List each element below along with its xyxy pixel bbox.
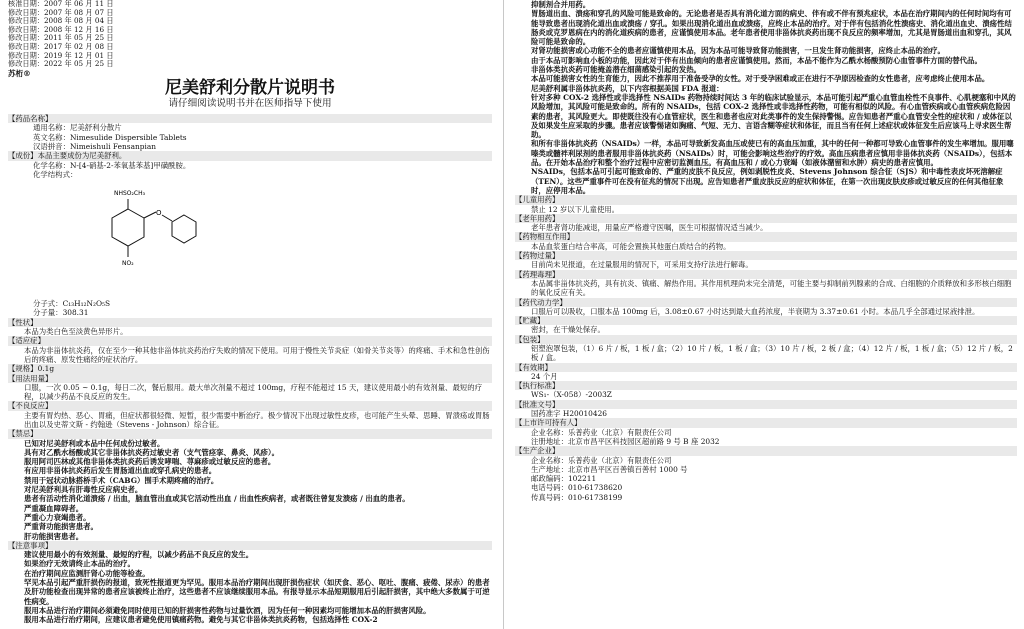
- precaution-item: 本品可能损害女性的生育能力，因此不推荐用于准备受孕的女性。对于受孕困难或正在进行不孕原因检查的女性患者，应考虑终止使用本品。: [531, 74, 990, 84]
- precautions-continued: [515, 0, 1017, 195]
- revision-date-line: 修改日期：2008 年 12 月 16 日: [8, 24, 114, 34]
- precaution-item: 抑制剂合并用药。: [531, 0, 591, 9]
- section-heading-appearance: 【性状】: [8, 318, 492, 327]
- contraindication-item: 具有对乙酰水杨酸或其它非甾体抗炎药过敏史者（支气管痉挛、鼻炎、风疹）。: [24, 447, 279, 457]
- appearance-text: 本品为类白色至淡黄色异形片。: [24, 327, 128, 337]
- mah-line: 企业名称：乐普药业（北京）有限责任公司: [531, 427, 672, 437]
- precaution-item: 尼美舒利属非甾体抗炎药，以下内容根据美国 FDA 报道：: [531, 83, 724, 93]
- contraindication-item: 严重凝血障碍者。: [24, 503, 84, 513]
- page-divider: [503, 0, 504, 629]
- children-text: 禁止 12 岁以下儿童使用。: [531, 204, 620, 214]
- precaution-item: 非甾体类抗炎药可能掩盖潜在细菌感染引起的发热。: [531, 65, 701, 75]
- section-heading-manufacturer: 【生产企业】: [515, 446, 1017, 455]
- structure-group-bottom: NO₂: [122, 260, 134, 268]
- right-page: [515, 0, 1017, 629]
- contraindication-item: 已知对尼美舒利或本品中任何成份过敏者。: [24, 438, 165, 448]
- mah-lines: [515, 428, 1017, 447]
- section-heading-drug-name: 【药品名称】: [8, 114, 492, 123]
- drug-name-lines: [8, 123, 492, 151]
- contraindication-item: 服用阿司匹林或其他非甾体类抗炎药后诱发哮喘、荨麻疹或过敏反应的患者。: [24, 457, 276, 467]
- contraindication-item: 严重肾功能损害患者。: [24, 522, 98, 532]
- storage-text: 密封，在干燥处保存。: [531, 325, 605, 335]
- section-heading-dosage: 【用法用量】: [8, 374, 492, 383]
- precaution-item: 建议使用最小的有效剂量、最短的疗程，以减少药品不良反应的发生。: [24, 550, 254, 560]
- precaution-item: NSAIDs，包括本品可引起可能致命的、严重的皮肤不良反应，例如剥脱性皮炎、Stevens Johnson 综合征（SJS）和中毒性表皮坏死溶解症（TEN）。这些严重事件可在没有征兆的情况下出现。应告知患者严重皮肤反应的症状和体征，在第一次出现皮肤皮疹或过敏反应的任何其他征象时，应停用本品。: [531, 167, 1004, 195]
- manufacturer-line: 电话号码：010-61738620: [531, 483, 623, 493]
- contraindication-item: 禁用于冠状动脉搭桥手术（CABG）围手术期疼痛的治疗。: [24, 475, 219, 485]
- contraindication-item: 严重心力衰竭患者。: [24, 512, 91, 522]
- manufacturer-line: 邮政编码：102211: [531, 474, 597, 484]
- drug-name-line: 通用名称：尼美舒利分散片: [33, 123, 122, 133]
- contraindication-item: 有应用非甾体抗炎药后发生胃肠道出血或穿孔病史的患者。: [24, 466, 217, 476]
- spec-text: 0.1g: [37, 364, 55, 374]
- section-heading-interaction: 【药物相互作用】: [515, 232, 1017, 241]
- contraindication-item: 患者有活动性消化道溃疡 / 出血，脑血管出血或其它活动性出血 / 出血性疾病者，或者既往曾复发溃疡 / 出血的患者。: [24, 494, 410, 504]
- precaution-item: 针对多种 COX-2 选择性或非选择性 NSAIDs 药物持续时间达 3 年的临床试验显示，本品可能引起严重心血管血栓性不良事件、心肌梗塞和中风的风险增加，其风险可能是致命的。所有的 NSAIDs，包括 COX-2 选择性或非选择性药物，可能有相似的风险。有心血管疾病或心血管疾病危险因素的患者，其风险更大。即使既往没有心血管症状，医生和患者也应对此类事件的发生保持警惕。应告知患者严重心血管安全性的症状和 / 或体征以及如果发生应采取的步骤。患者应该警惕诸如胸痛、气短、无力、言语含糊等症状和体征，而且当有任何上述症状或体征发生后应该马上寻求医生帮助。: [531, 92, 1016, 140]
- revision-date-line: 修改日期：2019 年 12 月 01 日: [8, 50, 114, 60]
- manufacturer-line: 企业名称：乐普药业（北京）有限责任公司: [531, 455, 672, 465]
- molecular-weight: 分子量：308.31: [33, 308, 89, 318]
- precaution-item: 服用本品进行治疗期间，应建议患者避免使用镇痛药物。避免与其它非甾体类抗炎药物，包括选择性 COX-2: [24, 615, 378, 625]
- left-page: [8, 0, 492, 629]
- revision-date-line: 核准日期：2007 年 06 月 11 日: [8, 0, 114, 8]
- pharmacokinetics-text: 口服后可以吸收，口服本品 100mg 后，3.08±0.67 小时达到最大血药浓度，半衰期为 3.37±0.61 小时。本品几乎全部通过尿液排泄。: [531, 306, 980, 316]
- section-heading-spec: 【规格】: [8, 364, 38, 374]
- revision-date-line: 修改日期：2022 年 05 月 25 日: [8, 59, 114, 69]
- revision-date-line: 修改日期：2008 年 08 月 04 日: [8, 16, 114, 26]
- chemical-name: 化学名称：N-[4-硝基-2-苯氧基苯基]甲磺酰胺。: [33, 160, 191, 170]
- section-composition: [8, 151, 492, 160]
- precaution-item: 胃肠道出血、溃疡和穿孔的风险可能是致命的。无论患者是否具有消化道方面的病史、伴有或不伴有预兆症状，本品在治疗期间内的任何时间均有可能导致患者出现消化道出血或溃疡 / 穿孔。如果出现消化道出血或溃疡，应终止本品的治疗。对于伴有包括消化性溃疡史、消化道出血史、溃疡性结肠炎或克罗恩病在内的消化道疾病的患者，应谨慎使用本品。老年患者使用非甾体抗炎药出现不良反应的频率增加，尤其是胃肠道出血和穿孔，其风险可能是致命的。: [531, 9, 1012, 47]
- section-heading-pharmacokinetics: 【药代动力学】: [515, 298, 1017, 307]
- structure-label: 化学结构式：: [33, 169, 78, 179]
- manufacturer-line: 生产地址：北京市昌平区百善镇百善村 1000 号: [531, 464, 688, 474]
- document-subtitle: 请仔细阅读说明书并在医师指导下使用: [168, 98, 332, 110]
- indications-text: 本品为非甾体抗炎药，仅在至少一种其他非甾体抗炎药治疗失败的情况下使用。可用于慢性关节炎症（如骨关节炎等）的疼痛、手术和急性创伤后的疼痛、原发性痛经的症状治疗。: [24, 345, 490, 364]
- section-heading-adverse: 【不良反应】: [8, 401, 492, 410]
- molecular-formula: 分子式：C₁₃H₁₂N₂O₅S: [33, 299, 111, 309]
- section-heading-precautions: 【注意事项】: [8, 541, 492, 550]
- precaution-item: 服用本品进行治疗期间必须避免同时使用已知的肝损害性药物与过量饮酒，因为任何一种因素均可能增加本品的肝损害风险。: [24, 605, 431, 615]
- chemical-structure-diagram: [100, 181, 210, 299]
- section-heading-validity: 【有效期】: [515, 363, 1017, 372]
- structure-group-top: NHSO₂CH₃: [114, 190, 146, 198]
- precaution-item: 由于本品可影响血小板的功能，因此对于伴有出血倾向的患者应谨慎使用。然而，本品不能作为乙酰水杨酸预防心血管事件方面的替代品。: [531, 55, 982, 65]
- dosage-text: 口服，一次 0.05 ~ 0.1g，每日二次，餐后服用。最大单次剂量不超过 100mg，疗程不能超过 15 天，建议使用最小的有效剂量、最短的疗程，以减少药品不良反应的发生。: [24, 382, 483, 402]
- section-heading-standard: 【执行标准】: [515, 381, 1017, 390]
- section-heading-contraindications: 【禁忌】: [8, 429, 492, 438]
- drug-name-line: 英文名称：Nimesulide Dispersible Tablets: [33, 132, 187, 142]
- contraindications-list: [8, 439, 492, 541]
- section-heading-overdose: 【药物过量】: [515, 251, 1017, 260]
- chemical-structure: [8, 179, 492, 299]
- revision-date-line: 修改日期：2017 年 02 月 08 日: [8, 41, 114, 51]
- section-heading-indications: 【适应症】: [8, 336, 492, 345]
- composition-main: 本品主要成份为尼美舒利。: [37, 151, 127, 161]
- contraindication-item: 肝功能损害患者。: [24, 531, 84, 541]
- approval-text: 国药准字 H20010426: [531, 409, 607, 419]
- section-heading-composition: 【成份】: [8, 151, 38, 161]
- section-heading-pharmacology: 【药理毒理】: [515, 270, 1017, 279]
- section-heading-storage: 【贮藏】: [515, 316, 1017, 325]
- svg-text:O: O: [156, 209, 162, 218]
- elderly-text: 老年患者肾功能减退，用量应严格遵守医嘱，医生可根据情况适当减少。: [531, 223, 768, 233]
- manufacturer-line: 传真号码：010-61738199: [531, 492, 623, 502]
- mah-line: 注册地址：北京市昌平区科技园区超前路 9 号 B 座 2032: [531, 436, 720, 446]
- contraindication-item: 对尼美舒利具有肝毒性反应病史者。: [24, 485, 143, 495]
- adverse-text: 主要有胃灼热、恶心、胃痛，但症状都很轻微、短暂，很少需要中断治疗。极少情况下出现过敏性皮疹，也可能产生头晕、思睡、胃溃疡或胃肠出血以及史蒂文斯 - 约翰逊（Stevens - Johnson）综合征。: [24, 410, 490, 429]
- document-title: 尼美舒利分散片说明书: [165, 78, 335, 99]
- overdose-text: 目前尚未见报道，在过量服用的情况下，可采用支持疗法进行解毒。: [531, 260, 753, 270]
- brand-logo: 苏桁®: [8, 68, 31, 78]
- section-heading-elderly: 【老年用药】: [515, 214, 1017, 223]
- precaution-item: 如果治疗无效请终止本品的治疗。: [24, 559, 135, 569]
- precaution-item: 和所有非甾体抗炎药（NSAIDs）一样，本品可导致新发高血压或使已有的高血压加重，其中的任何一种都可导致心血管事件的发生率增加。服用噻嗪类或髓袢利尿剂的患者服用非甾体抗炎药（NSAIDs）时，可能会影响这些治疗的疗效。高血压病患者应慎用非甾体抗炎药（NSAIDs），包括本品。在开始本品治疗和整个治疗过程中应密切监测血压。有高血压和 / 或心力衰竭（如液体潴留和水肿）病史的患者应慎用。: [531, 139, 1014, 168]
- section-heading-approval: 【批准文号】: [515, 400, 1017, 409]
- precaution-item: 对肾功能损害或心功能不全的患者应谨慎使用本品，因为本品可能导致肾功能损害，一旦发生肾功能损害，应终止本品的治疗。: [531, 46, 945, 56]
- section-heading-package: 【包装】: [515, 335, 1017, 344]
- revision-date-line: 修改日期：2007 年 08 月 07 日: [8, 7, 114, 17]
- validity-text: 24 个月: [531, 371, 558, 381]
- pharmacology-text: 本品属非甾体抗炎药，具有抗炎、镇痛、解热作用。其作用机理尚未完全清楚，可能主要与抑制前列腺素的合成、白细胞的介质释放和多形核白细胞的氧化反应有关。: [531, 278, 1012, 298]
- precaution-item: 在治疗期间应监测肝肾心功能等检查。: [24, 568, 150, 578]
- standard-text: WS₁-（X-058）-2003Z: [531, 390, 612, 400]
- package-text: 铝塑泡罩包装，（1）6 片 / 板，1 板 / 盒；（2）10 片 / 板，1 板 / 盒；（3）10 片 / 板，2 板 / 盒；（4）12 片 / 板，1 板 / 盒；（5）12 片 / 板，2 板 / 盒。: [531, 343, 1013, 363]
- manufacturer-lines: [515, 456, 1017, 502]
- section-heading-children: 【儿童用药】: [515, 195, 1017, 204]
- revision-dates: [8, 0, 492, 69]
- revision-date-line: 修改日期：2011 年 05 月 25 日: [8, 33, 114, 43]
- drug-name-line: 汉语拼音：Nimeishuli Fensanpian: [33, 141, 156, 151]
- interaction-text: 本品血浆蛋白结合率高，可能会置换其他蛋白质结合的药物。: [531, 241, 731, 251]
- precautions-list: [8, 550, 492, 624]
- section-spec: [8, 364, 492, 373]
- section-heading-mah: 【上市许可持有人】: [515, 418, 1017, 427]
- precaution-item: 罕见本品引起严重肝损伤的报道，致死性报道更为罕见。服用本品治疗期间出现肝损伤症状（如厌食、恶心、呕吐、腹痛、疲倦、尿赤）的患者及肝功能检查出现异常的患者应该被终止治疗，这些患者不应该继续服用本品。有报导显示本品短期服用后引起肝损害，其中绝大多数属于可逆性病变。: [24, 578, 490, 606]
